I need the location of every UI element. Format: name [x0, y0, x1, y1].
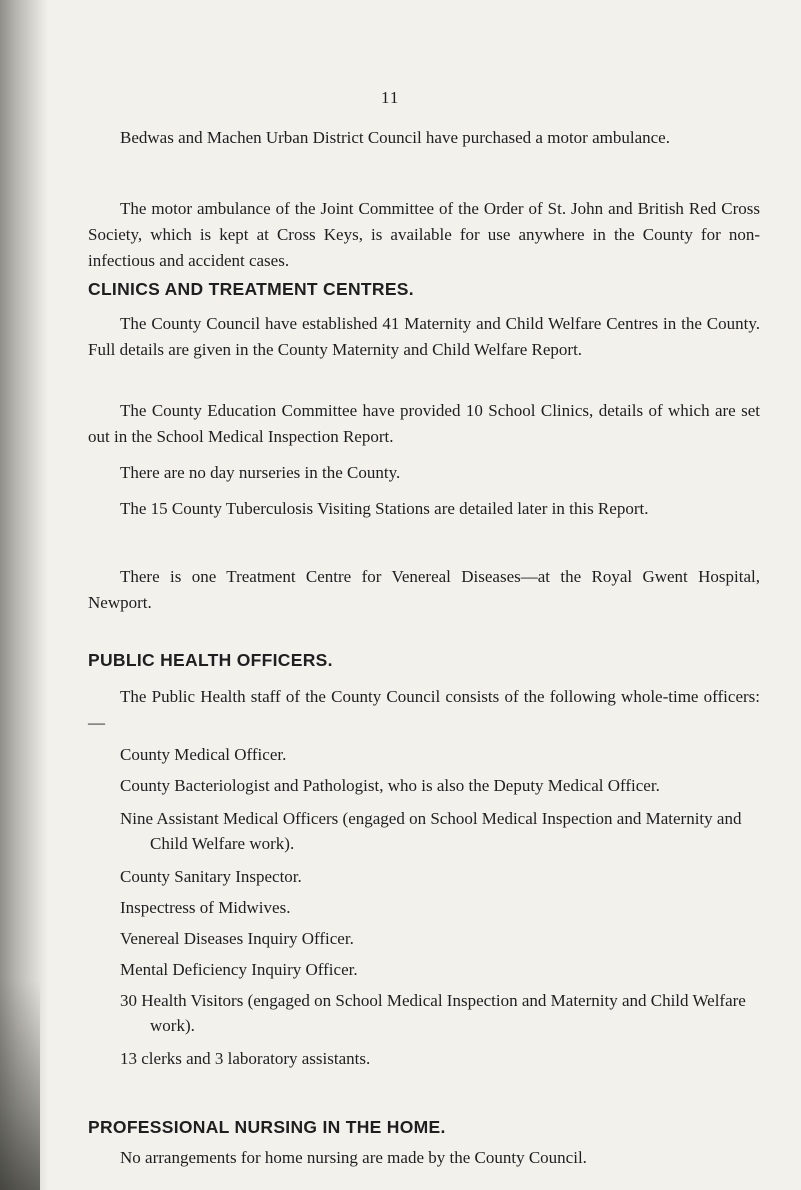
- heading-public-health-officers: PUBLIC HEALTH OFFICERS.: [88, 650, 333, 670]
- paragraph-joint-committee-ambulance: The motor ambulance of the Joint Committee of the Order of St. John and British Red Cross Society, which is kept at Cross Keys, is available for use anywhere in the County for non-infectious and accident cases.: [88, 199, 760, 270]
- paragraph-officers-intro: The Public Health staff of the County Council consists of the following whole-time officers:—: [88, 687, 760, 732]
- paragraph-maternity-centres: The County Council have established 41 Maternity and Child Welfare Centres in the County. Full details are given in the County Maternity and Child Welfare Report.: [88, 314, 760, 359]
- list-item: Nine Assistant Medical Officers (engaged on School Medical Inspection and Maternity and Child Welfare work).: [120, 809, 742, 853]
- list-item: Inspectress of Midwives.: [120, 898, 291, 917]
- list-item: 13 clerks and 3 laboratory assistants.: [120, 1049, 371, 1068]
- paragraph-venereal-centre: There is one Treatment Centre for Venereal Diseases—at the Royal Gwent Hospital, Newport.: [88, 567, 760, 612]
- list-item: Mental Deficiency Inquiry Officer.: [120, 960, 358, 979]
- list-item: County Bacteriologist and Pathologist, who is also the Deputy Medical Officer.: [120, 776, 660, 795]
- page-number: 11: [381, 88, 400, 107]
- list-item: County Medical Officer.: [120, 745, 287, 764]
- officers-list: [120, 742, 760, 1079]
- paragraph-ambulance-purchase: Bedwas and Machen Urban District Council have purchased a motor ambulance.: [120, 128, 670, 147]
- paragraph-day-nurseries: There are no day nurseries in the County.: [120, 463, 401, 482]
- paragraph-home-nursing: No arrangements for home nursing are made by the County Council.: [120, 1148, 587, 1167]
- heading-professional-nursing: PROFESSIONAL NURSING IN THE HOME.: [88, 1117, 446, 1137]
- page-edge-dark-corner: [0, 980, 40, 1190]
- paragraph-tuberculosis-stations: The 15 County Tuberculosis Visiting Stations are detailed later in this Report.: [120, 499, 649, 518]
- paragraph-school-clinics: The County Education Committee have provided 10 School Clinics, details of which are set out in the School Medical Inspection Report.: [88, 401, 760, 446]
- list-item: Venereal Diseases Inquiry Officer.: [120, 929, 354, 948]
- list-item: County Sanitary Inspector.: [120, 867, 302, 886]
- list-item: 30 Health Visitors (engaged on School Medical Inspection and Maternity and Child Welfare work).: [120, 991, 746, 1035]
- heading-clinics: CLINICS AND TREATMENT CENTRES.: [88, 279, 414, 299]
